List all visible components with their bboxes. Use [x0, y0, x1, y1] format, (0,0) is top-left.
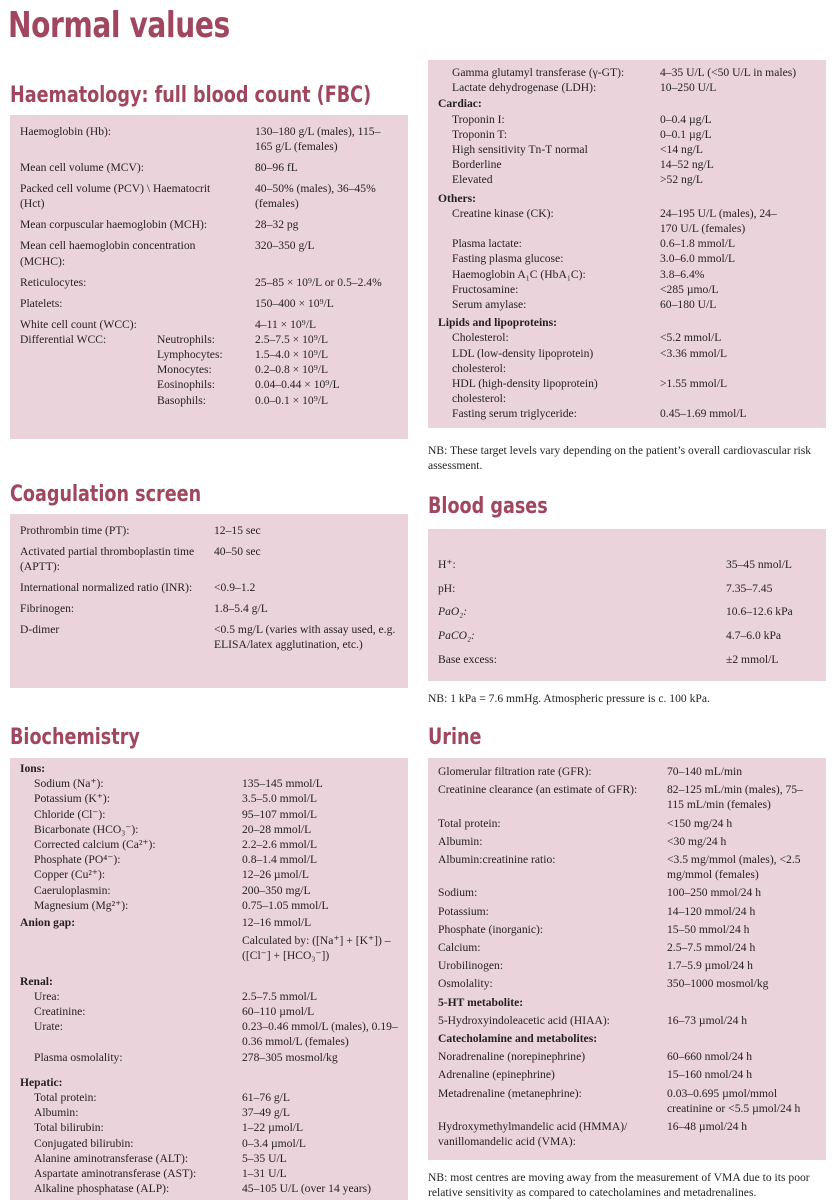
urine-row: Total protein: <150 mg/24 h — [438, 816, 733, 830]
others-row: Plasma lactate: 0.6–1.8 mmol/L — [452, 237, 736, 251]
others-row: Fasting plasma glucose: 3.0–6.0 mmol/L — [452, 252, 736, 266]
ions-heading: Ions: — [20, 762, 46, 775]
hepatic-row: Conjugated bilirubin: 0–3.4 µmol/L — [34, 1136, 307, 1150]
renal-row: Urea: 2.5–7.5 mmol/L — [34, 989, 318, 1003]
gases-row: H⁺: 35–45 nmol/L — [438, 558, 793, 571]
anion-gap-row: Anion gap: 12–16 mmol/L Calculated by: ([Na⁺] + [K⁺]) – ([Cl⁻] + [HCO₃⁻]) — [20, 915, 408, 964]
urine-row: Osmolality: 350–1000 mosmol/kg — [438, 977, 769, 991]
gases-title: Blood gases — [428, 494, 548, 519]
biochem-table — [10, 758, 408, 1200]
renal-row: Plasma osmolality: 278–305 mosmol/kg — [34, 1050, 338, 1064]
biochem-row: Gamma glutamyl transferase (γ-GT): 4–35 U/L (<50 U/L in males) — [452, 66, 797, 79]
lipids-heading: Lipids and lipoproteins: — [438, 316, 557, 330]
urine-row: Metadrenaline (metanephrine): 0.03–0.695 µmol/mmol creatinine or <5.5 µmol/24 h — [438, 1086, 801, 1115]
others-row: Haemoglobin A₁C (HbA₁C): 3.8–6.4% — [452, 267, 705, 281]
gases-row: pH: 7.35–7.45 — [438, 581, 773, 595]
coag-row: International normalized ratio (INR): <0.9–1.2 — [20, 581, 256, 595]
fbc-title: Haematology: full blood count (FBC) — [10, 83, 372, 108]
others-row: Fructosamine: <285 µmo/L — [452, 282, 719, 296]
hepatic-row: Total protein: 61–76 g/L — [34, 1091, 290, 1105]
urine-row: Urobilinogen: 1.7–5.9 µmol/24 h — [438, 959, 753, 973]
coag-row: D-dimer <0.5 mg/L (varies with assay used, e.g. ELISA/latex agglutination, etc.) — [20, 623, 396, 652]
ion-row: Bicarbonate (HCO₃⁻): 20–28 mmol/L — [34, 822, 312, 836]
ion-row: Chloride (Cl⁻): 95–107 mmol/L — [34, 807, 318, 821]
urine-row: 5-Hydroxyindoleacetic acid (HIAA): 16–73 µmol/24 h — [438, 1013, 748, 1027]
coag-title: Coagulation screen — [10, 482, 202, 507]
5ht-heading: 5-HT metabolite: — [438, 995, 524, 1009]
fbc-row: Mean cell haemoglobin concentration (MCHC): 320–350 g/L — [20, 239, 315, 268]
fbc-row: Packed cell volume (PCV) \ Haematocrit (Hct) 40–50% (males), 36–45% (females) — [20, 182, 376, 211]
renal-row: Urate: 0.23–0.46 mmol/L (males), 0.19–0.36 mmol/L (females) — [34, 1020, 398, 1049]
biochem-row: Lactate dehydrogenase (LDH): 10–250 U/L — [452, 81, 717, 95]
hepatic-row: Aspartate aminotransferase (AST): 1–31 U/L — [34, 1167, 287, 1181]
urine-row: Creatinine clearance (an estimate of GFR): 82–125 mL/min (males), 75–115 mL/min (females) — [438, 783, 803, 812]
coag-row: Activated partial thromboplastin time (APTT): 40–50 sec — [20, 545, 261, 574]
ion-row: Caeruloplasmin: 200–350 mg/L — [34, 883, 311, 897]
ion-row: Sodium (Na⁺): 135–145 mmol/L — [34, 777, 323, 791]
differential-wcc: Differential WCC: Neutrophils: Lymphocytes: Monocytes: Eosinophils: Basophils: 2.5–7.5 × 10⁹/L 1.5–4.0 × 10⁹/L 0.2–0.8 × 10⁹/L 0.04–0.44 × 10⁹/L 0.0–0.1 × 10⁹/L — [20, 332, 340, 407]
cardiac-row: Troponin I: 0–0.4 µg/L — [452, 112, 712, 126]
urine-row: Albumin: <30 mg/24 h — [438, 834, 727, 848]
hepatic-row: Alanine aminotransferase (ALT): 5–35 U/L — [34, 1151, 287, 1165]
ion-row: Copper (Cu²⁺): 12–26 µmol/L — [34, 868, 309, 882]
ion-row: Corrected calcium (Ca²⁺): 2.2–2.6 mmol/L — [34, 838, 318, 852]
lipids-row: HDL (high-density lipoprotein) cholesterol: >1.55 mmol/L — [452, 377, 728, 406]
urine-row: Albumin:creatinine ratio: <3.5 mg/mmol (males), <2.5 mg/mmol (females) — [438, 853, 801, 882]
urine-row: Noradrenaline (norepinephrine) 60–660 nmol/24 h — [438, 1050, 753, 1064]
urine-row: Potassium: 14–120 mmol/24 h — [438, 904, 756, 918]
ion-row: Potassium (K⁺): 3.5–5.0 mmol/L — [34, 792, 318, 806]
others-row: Serum amylase: 60–180 U/L — [452, 298, 717, 312]
fbc-row: Reticulocytes: 25–85 × 10⁹/L or 0.5–2.4% — [20, 275, 382, 289]
biochem-continued-table — [428, 60, 826, 428]
urine-row: Phosphate (inorganic): 15–50 mmol/24 h — [438, 922, 750, 936]
hepatic-row: Total bilirubin: 1–22 µmol/L — [34, 1121, 304, 1135]
lipids-note: NB: These target levels vary depending on the patient’s overall cardiovascular risk assessment. — [428, 444, 812, 472]
anion-gap-formula: Calculated by: ([Na⁺] + [K⁺]) – ([Cl⁻] + [HCO₃⁻]) — [242, 934, 391, 963]
hepatic-heading: Hepatic: — [20, 1075, 63, 1089]
ion-row: Phosphate (PO⁴⁻): 0.8–1.4 mmol/L — [34, 853, 318, 867]
others-row: Creatine kinase (CK): 24–195 U/L (males), 24–170 U/L (females) — [452, 206, 777, 236]
gases-note: NB: 1 kPa = 7.6 mmHg. Atmospheric pressure is c. 100 kPa. — [428, 692, 710, 705]
renal-heading: Renal: — [20, 974, 53, 988]
urine-row: Calcium: 2.5–7.5 mmol/24 h — [438, 941, 756, 955]
lipids-row: LDL (low-density lipoprotein) cholesterol: <3.36 mmol/L — [452, 346, 728, 375]
fbc-table — [10, 115, 408, 439]
catecholamine-heading: Catecholamine and metabolites: — [438, 1032, 598, 1046]
coag-row: Prothrombin time (PT): 12–15 sec — [20, 524, 261, 537]
lipids-row: Fasting serum triglyceride: 0.45–1.69 mmol/L — [452, 407, 747, 421]
cardiac-row: Elevated >52 ng/L — [452, 173, 703, 187]
urine-row: Glomerular filtration rate (GFR): 70–140 mL/min — [438, 765, 743, 778]
gases-row: Base excess: ±2 mmol/L — [438, 652, 779, 666]
renal-row: Creatinine: 60–110 µmol/L — [34, 1005, 315, 1019]
fbc-row: Mean corpuscular haemoglobin (MCH): 28–32 pg — [20, 218, 299, 232]
urine-table — [428, 758, 826, 1160]
cardiac-row: Borderline 14–52 ng/L — [452, 158, 714, 172]
hepatic-row: Albumin: 37–49 g/L — [34, 1106, 290, 1120]
ion-row: Magnesium (Mg²⁺): 0.75–1.05 mmol/L — [34, 898, 329, 912]
urine-row: Adrenaline (epinephrine) 15–160 nmol/24 h — [438, 1068, 753, 1082]
coag-row: Fibrinogen: 1.8–5.4 g/L — [20, 602, 268, 616]
fbc-row: Platelets: 150–400 × 10⁹/L — [20, 296, 334, 310]
hepatic-row: Alkaline phosphatase (ALP): 45–105 U/L (over 14 years) — [34, 1182, 371, 1196]
coag-table — [10, 514, 408, 688]
urine-row: Sodium: 100–250 mmol/24 h — [438, 886, 762, 900]
gases-row: PaO₂: 10.6–12.6 kPa — [438, 605, 793, 619]
cardiac-heading: Cardiac: — [438, 97, 482, 111]
fbc-row: Haemoglobin (Hb): 130–180 g/L (males), 115–165 g/L (females) — [20, 125, 381, 154]
lipids-row: Cholesterol: <5.2 mmol/L — [452, 331, 722, 345]
fbc-row: White cell count (WCC): 4–11 × 10⁹/L — [20, 317, 317, 331]
urine-row: Hydroxymethylmandelic acid (HMMA)/ vanillomandelic acid (VMA): 16–48 µmol/24 h — [438, 1120, 748, 1149]
biochem-title: Biochemistry — [10, 725, 140, 750]
page-title: Normal values — [8, 5, 230, 46]
cardiac-row: Troponin T: 0–0.1 µg/L — [452, 127, 712, 141]
others-heading: Others: — [438, 191, 476, 205]
urine-note: NB: most centres are moving away from the measurement of VMA due to its poor relative sensitivity as compared to catecholamines and metadrenalines. — [428, 1171, 810, 1199]
gases-row: PaCO₂: 4.7–6.0 kPa — [438, 629, 782, 643]
gases-table — [428, 529, 826, 681]
urine-title: Urine — [428, 725, 482, 750]
fbc-row: Mean cell volume (MCV): 80–96 fL — [20, 161, 298, 175]
cardiac-row: High sensitivity Tn-T normal <14 ng/L — [452, 143, 703, 157]
